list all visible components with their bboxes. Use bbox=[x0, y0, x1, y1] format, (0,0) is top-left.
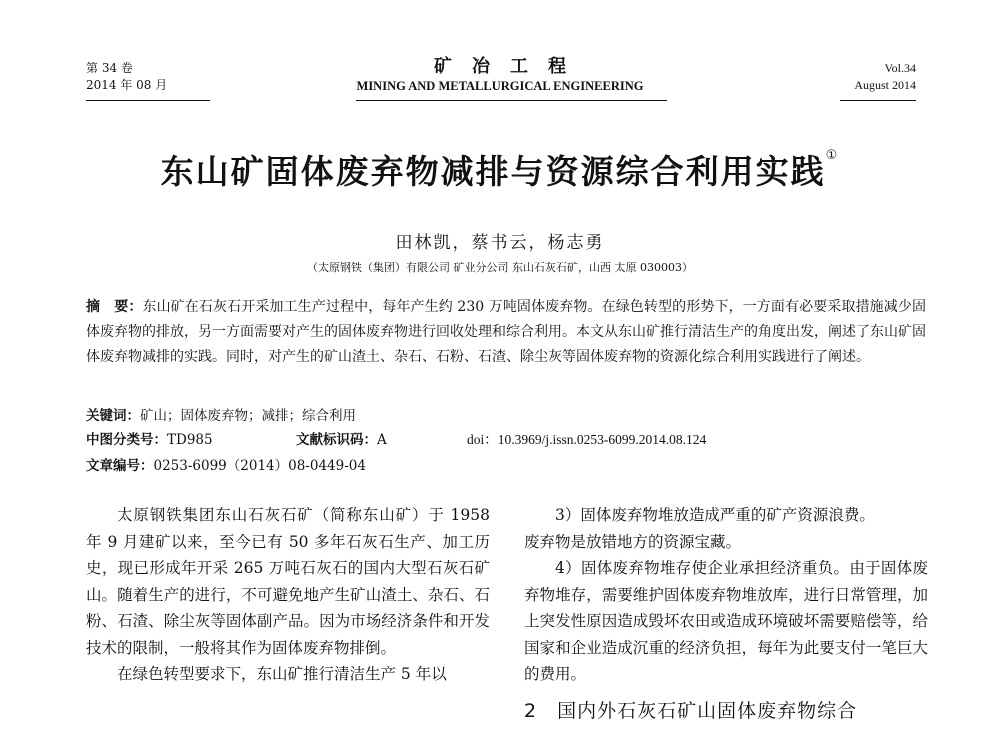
body-column-left bbox=[86, 502, 490, 688]
body-paragraph: 在绿色转型要求下，东山矿推行清洁生产 5 年以 bbox=[117, 665, 447, 683]
abstract-text: 东山矿在石灰石开采加工生产过程中，每年产生约 230 万吨固体废弃物。在绿色转型的形势下，一方面有必要采取措施减少固体废弃物的排放，另一方面需要对产生的固体废弃物进行回收处理和综合利用。本文从东山矿推行清洁生产的角度出发，阐述了东山矿固体废弃物减排的实践。同时，对产生的矿山渣土、杂石、石粉、石渣、除尘灰等固体废弃物的资源化综合利用实践进行了阐述。 bbox=[86, 299, 927, 365]
section-heading: 2 国内外石灰石矿山固体废弃物综合 bbox=[524, 699, 858, 722]
header-rule-left bbox=[86, 100, 210, 101]
abstract bbox=[86, 295, 926, 370]
author-affiliation: （太原钢铁（集团）有限公司 矿业分公司 东山石灰石矿，山西 太原 030003） bbox=[307, 261, 693, 274]
body-paragraph: 太原钢铁集团东山石灰石矿（简称东山矿）于 1958 年 9 月建矿以来，至今已有 50 多年石灰石生产、加工历史，现已形成年开采 265 万吨石灰石的国内大型石灰石矿山。随着生产的进行，不可避免地产生矿山渣土、杂石、石粉、石渣、除尘灰等固体副产品。因为市场经济条件和开发技术的限制，一般将其作为固体废弃物排倒。 bbox=[86, 506, 490, 657]
article-number-value: 0253-6099（2014）08-0449-04 bbox=[153, 458, 366, 474]
document-code-line bbox=[296, 428, 387, 448]
title-footnote-mark: ① bbox=[825, 148, 840, 163]
article-title bbox=[0, 146, 1000, 193]
author-list: 田林凯，蔡书云，杨志勇 bbox=[395, 233, 605, 253]
running-header-center bbox=[0, 56, 1000, 94]
header-rule-right bbox=[840, 100, 916, 101]
volume-number: 第 34 卷 bbox=[86, 61, 133, 75]
body-paragraph: 4）固体废弃物堆存使企业承担经济重负。由于固体废弃物堆存，需要维护固体废弃物堆放库，进行日常管理，加上突发性原因造成毁坏农田或造成环境破坏需要赔偿等，给国家和企业造成沉重的经济负担，每年为此要支付一笔巨大的费用。 bbox=[524, 559, 928, 683]
clc-value: TD985 bbox=[167, 432, 213, 448]
article-number-line bbox=[86, 454, 366, 474]
abstract-label: 摘 要： bbox=[86, 299, 143, 315]
clc-line bbox=[86, 428, 213, 448]
running-header-right bbox=[854, 60, 916, 94]
article-title-text: 东山矿固体废弃物减排与资源综合利用实践 bbox=[160, 152, 826, 191]
keywords-value: 矿山；固体废弃物；减排；综合利用 bbox=[140, 408, 356, 424]
doi: doi：10.3969/j.issn.0253-6099.2014.08.124 bbox=[467, 432, 707, 447]
body-paragraph: 3）固体废弃物堆放造成严重的矿产资源浪费。 bbox=[555, 506, 875, 524]
volume-en: Vol.34 bbox=[884, 61, 916, 75]
header-rule-center bbox=[356, 100, 667, 101]
journal-name-en: MINING AND METALLURGICAL ENGINEERING bbox=[356, 79, 644, 93]
clc-label: 中图分类号： bbox=[86, 432, 167, 448]
issue-date: 2014 年 08 月 bbox=[86, 78, 168, 92]
body-column-right bbox=[524, 502, 928, 724]
document-code-value: A bbox=[377, 432, 387, 448]
keywords-line bbox=[86, 404, 356, 424]
journal-name-cn: 矿冶工程 bbox=[434, 56, 586, 77]
document-code-label: 文献标识码： bbox=[296, 432, 377, 448]
date-en: August 2014 bbox=[854, 78, 916, 92]
body-paragraph-continued: 废弃物是放错地方的资源宝藏。 bbox=[524, 532, 742, 551]
article-number-label: 文章编号： bbox=[86, 458, 154, 474]
keywords-label: 关键词： bbox=[86, 408, 140, 424]
